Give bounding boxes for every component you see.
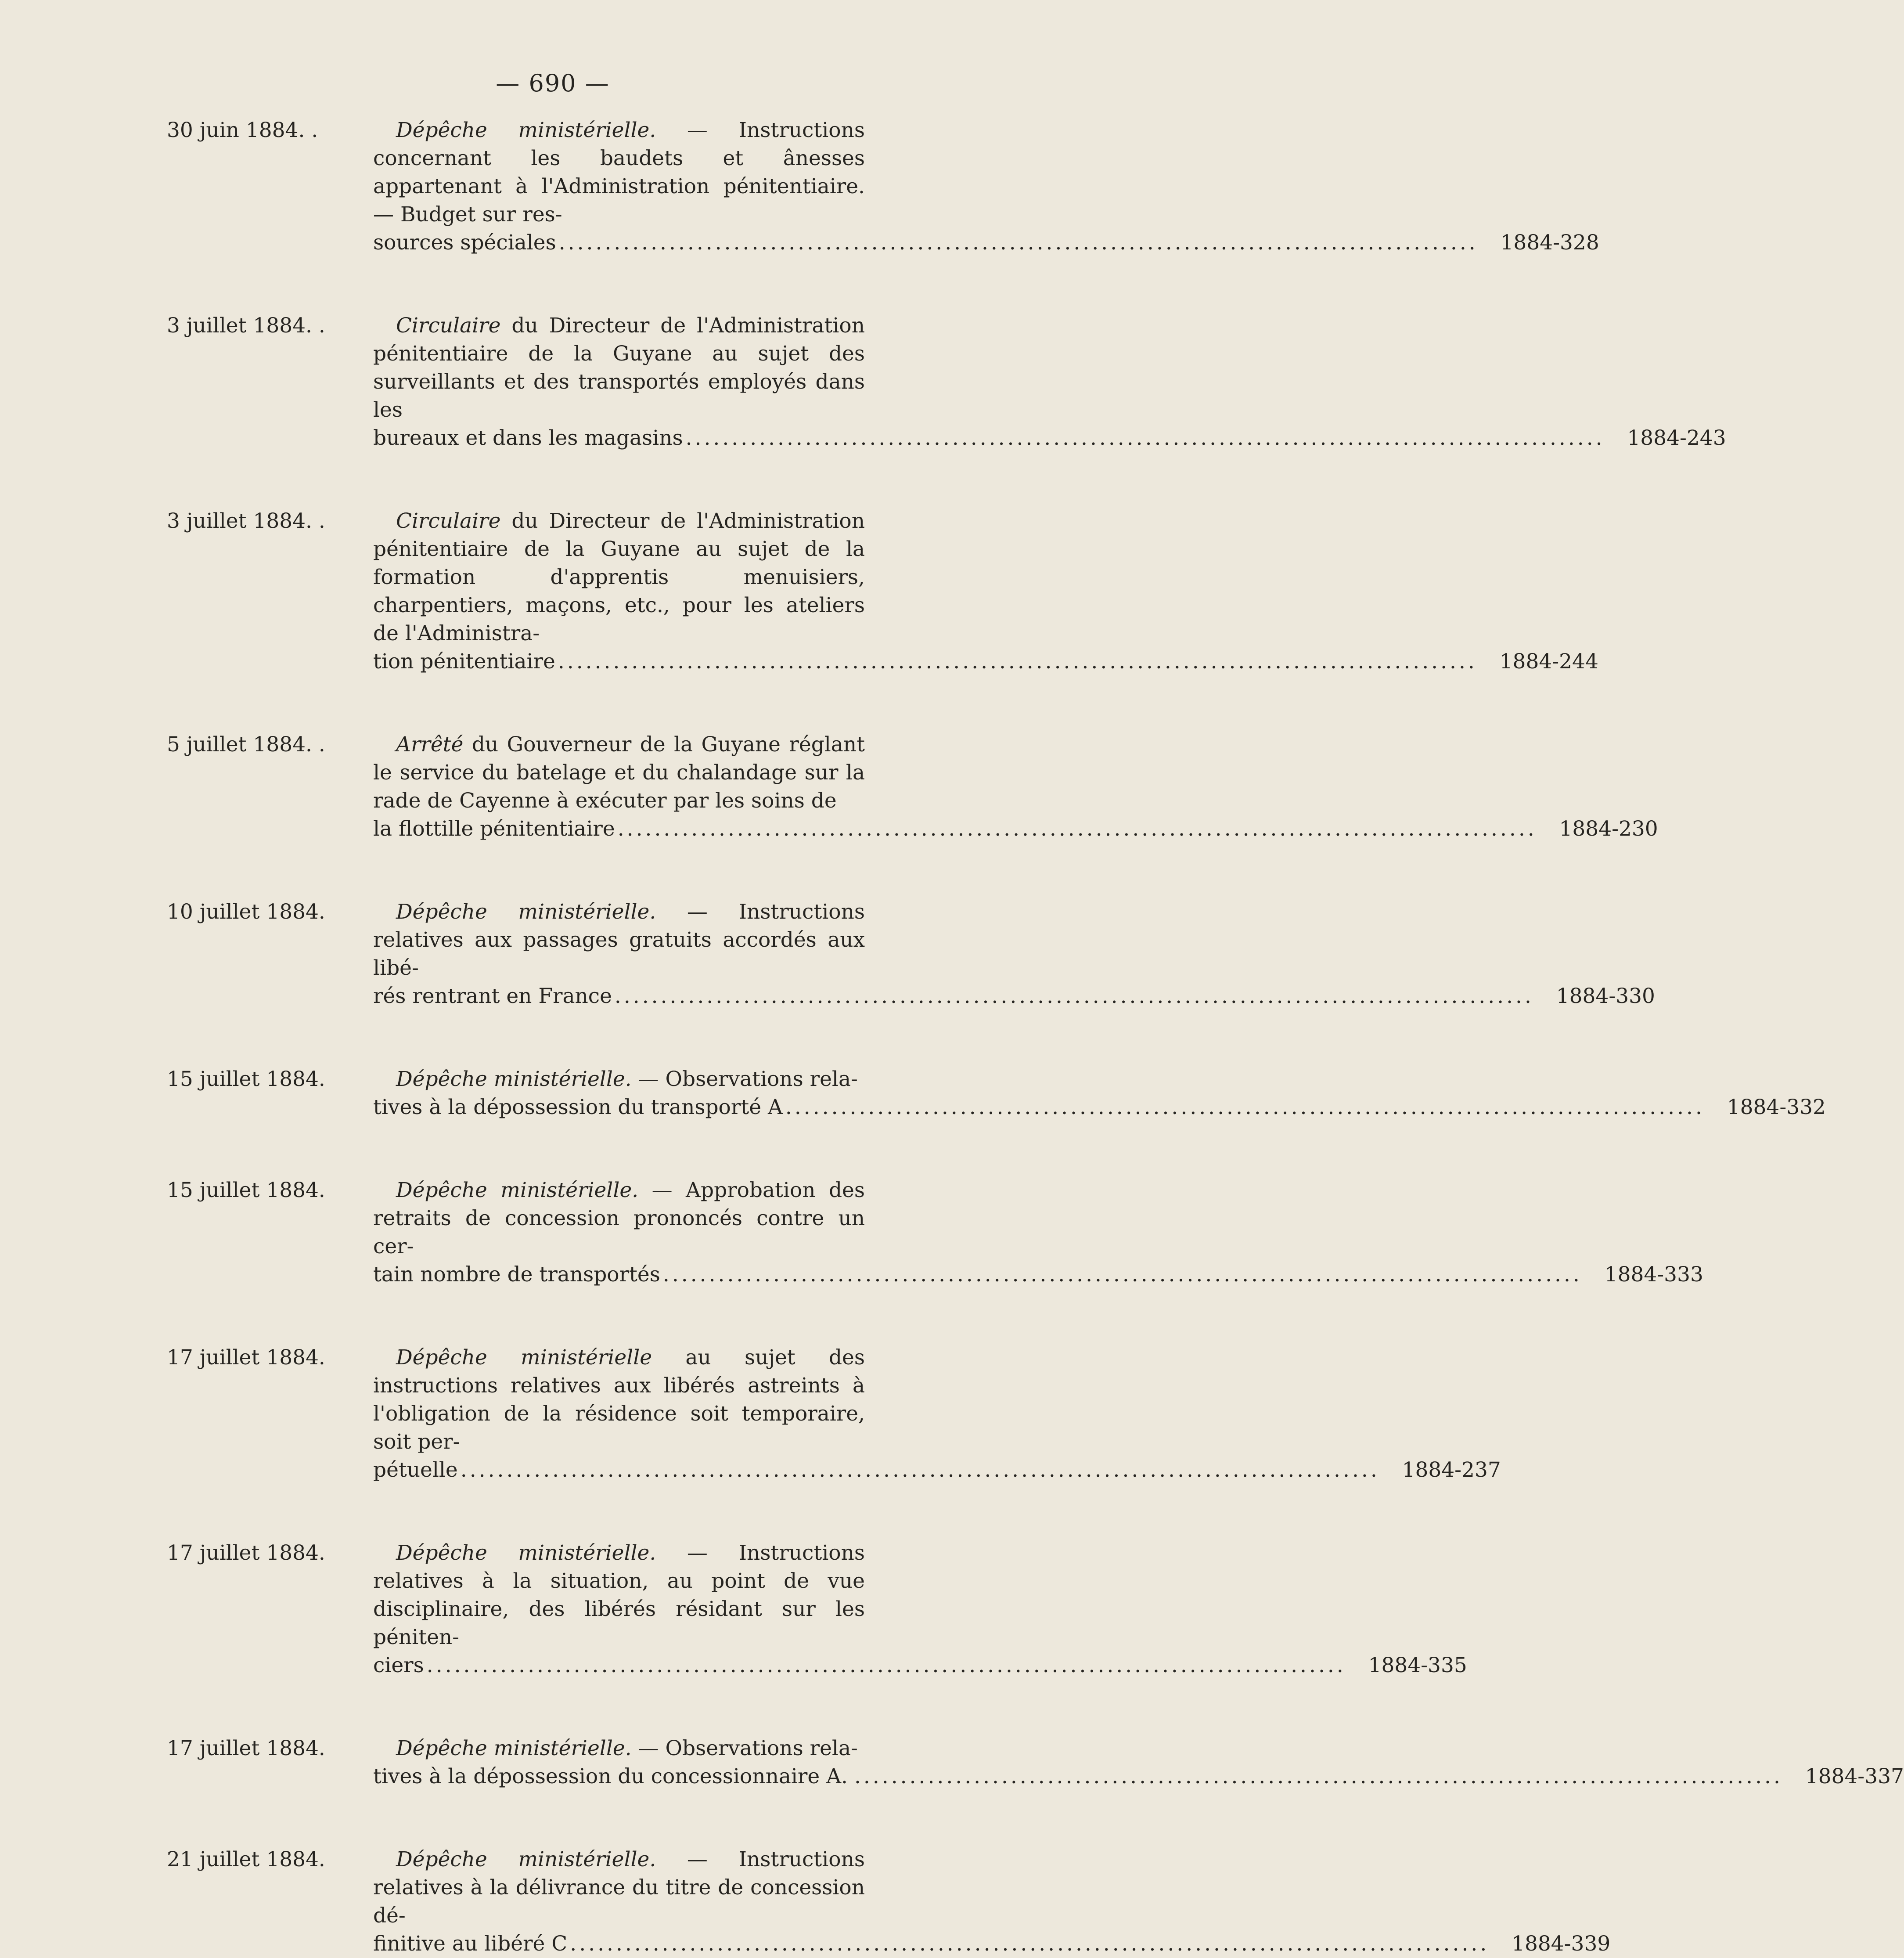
entry-last-line: [373, 1651, 1467, 1680]
list-item: [167, 1176, 1703, 1289]
entry-kind: Dépêche ministérielle.: [396, 1847, 656, 1871]
entry-last-line: [373, 1261, 1703, 1289]
entry-text-end: ciers: [373, 1653, 424, 1677]
dot-leader: ....................................................................................................: [662, 1262, 1582, 1287]
entry-date: 17 juillet 1884.: [167, 1345, 325, 1370]
entry-reference: 1884-230: [1559, 817, 1658, 841]
entry-kind: Dépêche ministérielle.: [396, 900, 656, 924]
dot-leader: ....................................................................................................: [426, 1653, 1346, 1677]
entry-text-end: finitive au libéré C: [373, 1932, 568, 1956]
entry-text: — Approbation des retraits de concession prononcés contre un cer-: [373, 1178, 865, 1258]
entry-reference: 1884-339: [1512, 1932, 1611, 1956]
entry-text: du Directeur de l'Administration pénitentiaire de la Guyane au sujet des surveillants et des transportés employés dans les: [373, 314, 865, 422]
entry-body: [373, 507, 1598, 676]
entry-date: 17 juillet 1884.: [167, 1736, 325, 1760]
entry-last-line: [373, 1763, 1904, 1791]
entry-kind: Dépêche ministérielle.: [396, 1067, 632, 1091]
list-item: [167, 507, 1598, 676]
entry-date: 30 juin 1884. .: [167, 118, 318, 142]
entry-reference: 1884-237: [1402, 1458, 1501, 1482]
entry-body: [373, 1344, 1501, 1484]
entry-date: 21 juillet 1884.: [167, 1847, 325, 1871]
dot-leader: ....................................................................................................: [570, 1932, 1490, 1956]
entry-last-line: [373, 982, 1655, 1010]
entry-reference: 1884-333: [1604, 1262, 1703, 1287]
list-item: [167, 731, 1658, 843]
entry-reference: 1884-335: [1368, 1653, 1467, 1677]
entry-kind: Dépêche ministérielle.: [396, 1541, 656, 1565]
entry-text-end: la flottille pénitentiaire: [373, 817, 615, 841]
entry-date: 17 juillet 1884.: [167, 1541, 325, 1565]
dot-leader: ....................................................................................................: [785, 1095, 1705, 1119]
entry-reference: 1884-330: [1556, 984, 1655, 1008]
entry-date: 10 juillet 1884.: [167, 900, 325, 924]
entry-body: [373, 312, 1726, 452]
entry-body: [373, 1734, 1904, 1791]
list-item: [167, 1846, 1611, 1958]
entry-body: [373, 1539, 1467, 1680]
list-item: [167, 898, 1655, 1010]
dot-leader: ....................................................................................................: [685, 426, 1605, 450]
entry-kind: Circulaire: [396, 314, 501, 338]
list-item: [167, 312, 1726, 452]
entry-text: — Instructions relatives aux passages gratuits accordés aux libé-: [373, 900, 865, 980]
entry-date: 3 juillet 1884. .: [167, 509, 325, 533]
entry-text-end: tives à la dépossession du concessionnaire A. .: [373, 1764, 861, 1789]
dot-leader: ....................................................................................................: [617, 817, 1537, 841]
list-item: [167, 1065, 1826, 1121]
entry-date: 15 juillet 1884.: [167, 1067, 325, 1091]
entry-reference: 1884-328: [1500, 231, 1599, 255]
entry-text-end: tion pénitentiaire: [373, 649, 555, 674]
list-item: [167, 1539, 1467, 1680]
entry-body: [373, 116, 1599, 257]
dot-leader: ....................................................................................................: [558, 649, 1477, 674]
entry-last-line: [373, 1930, 1611, 1958]
dot-leader: ....................................................................................................: [863, 1764, 1783, 1789]
entry-kind: Circulaire: [396, 509, 501, 533]
entry-last-line: [373, 229, 1599, 257]
entry-reference: 1884-243: [1627, 426, 1726, 450]
entry-text-end: bureaux et dans les magasins: [373, 426, 683, 450]
entry-body: [373, 898, 1655, 1010]
entry-reference: 1884-332: [1727, 1095, 1826, 1119]
chronological-entries: [167, 116, 1904, 1958]
entry-text: — Instructions relatives à la situation, au point de vue disciplinaire, des libérés résidant sur les péniten-: [373, 1541, 865, 1649]
entry-last-line: [373, 1093, 1826, 1121]
entry-text: — Instructions relatives à la délivrance du titre de concession dé-: [373, 1847, 865, 1928]
entry-body: [373, 731, 1658, 843]
entry-last-line: [373, 1456, 1501, 1484]
entry-date: 15 juillet 1884.: [167, 1178, 325, 1202]
dot-leader: ....................................................................................................: [558, 231, 1478, 255]
entry-text-end: tain nombre de transportés: [373, 1262, 660, 1287]
entry-text: au sujet des instructions relatives aux libérés astreints à l'obligation de la résidence soit temporaire, soit per-: [373, 1345, 865, 1454]
entry-text: — Observations rela-: [631, 1067, 858, 1091]
entry-date: 3 juillet 1884. .: [167, 314, 325, 338]
entry-date: 5 juillet 1884. .: [167, 732, 325, 757]
entry-body: [373, 1846, 1611, 1958]
entry-body: [373, 1065, 1826, 1121]
entry-body: [373, 1176, 1703, 1289]
entry-text-end: sources spéciales: [373, 231, 556, 255]
entry-text: — Instructions concernant les baudets et ânesses appartenant à l'Administration pénitentiaire. — Budget sur res-: [373, 118, 865, 227]
list-item: [167, 1734, 1904, 1791]
entry-text: du Gouverneur de la Guyane réglant le service du batelage et du chalandage sur la rade de Cayenne à exécuter par les soins de: [373, 732, 865, 813]
entry-kind: Dépêche ministérielle.: [396, 1178, 639, 1202]
entry-last-line: [373, 815, 1658, 843]
list-item: [167, 116, 1599, 257]
entry-text-end: pétuelle: [373, 1458, 458, 1482]
entry-text-end: tives à la dépossession du transporté A: [373, 1095, 783, 1119]
entry-last-line: [373, 648, 1598, 676]
entry-kind: Dépêche ministérielle.: [396, 1736, 632, 1760]
entry-kind: Dépêche ministérielle: [396, 1345, 652, 1370]
entry-text-end: rés rentrant en France: [373, 984, 612, 1008]
entry-kind: Dépêche ministérielle.: [396, 118, 656, 142]
entry-reference: 1884-337: [1805, 1764, 1904, 1789]
dot-leader: ....................................................................................................: [614, 984, 1534, 1008]
list-item: [167, 1344, 1501, 1484]
entry-last-line: [373, 424, 1726, 452]
entry-text: — Observations rela-: [631, 1736, 858, 1760]
entry-kind: Arrêté: [396, 732, 464, 757]
entry-text: du Directeur de l'Administration pénitentiaire de la Guyane au sujet de la formation d'apprentis menuisiers, charpentiers, maçons, etc., pour les ateliers de l'Administra-: [373, 509, 865, 645]
page-number: — 690 —: [496, 69, 610, 97]
dot-leader: ....................................................................................................: [460, 1458, 1380, 1482]
entry-reference: 1884-244: [1499, 649, 1598, 674]
